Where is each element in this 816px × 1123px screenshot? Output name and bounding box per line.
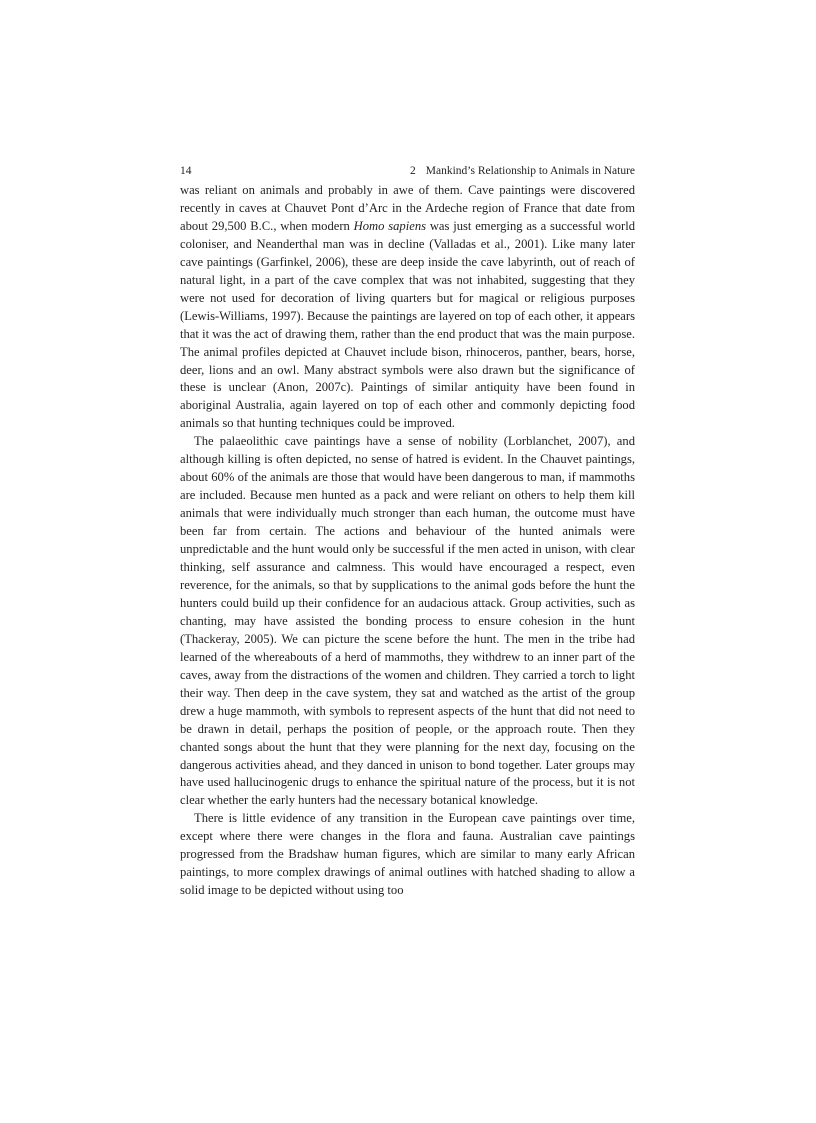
chapter-heading <box>410 164 635 178</box>
chapter-number: 2 <box>410 165 416 177</box>
chapter-title: Mankind’s Relationship to Animals in Nature <box>425 165 635 177</box>
page-number: 14 <box>180 165 192 177</box>
running-head <box>180 162 635 182</box>
paragraph-3: There is little evidence of any transition in the European cave paintings over time, except where there were changes in the flora and fauna. Australian cave paintings progressed from the Bradshaw human figures, which are similar to many early African paintings, to more complex drawings of animal outlines with hatched shading to allow a solid image to be depicted without using too <box>180 811 635 898</box>
book-page <box>180 162 635 900</box>
paragraph-1-text-start: was reliant on animals and probably in awe of them. Cave paintings were discovered recently in caves at Chauvet Pont d’Arc in the Ardeche region of France that date from about 29,500 B.C., when modern <box>180 183 635 233</box>
paragraph-1 <box>180 182 635 433</box>
paragraph-2: The palaeolithic cave paintings have a sense of nobility (Lorblanchet, 2007), and although killing is often depicted, no sense of hatred is evident. In the Chauvet paintings, about 60% of the animals are those that would have been dangerous to man, if mammoths are included. Because men hunted as a pack and were reliant on others to help them kill animals that were individually much stronger than each human, the outcome must have been far from certain. The actions and behaviour of the hunted animals were unpredictable and the hunt would only be successful if the men acted in unison, with clear thinking, self assurance and calmness. This would have encouraged a respect, even reverence, for the animals, so that by supplications to the animal gods before the hunt the hunters could build up their confidence for an audacious attack. Group activities, such as chanting, may have assisted the bonding process to ensure cohesion in the hunt (Thackeray, 2005). We can picture the scene before the hunt. The men in the tribe had learned of the whereabouts of a herd of mammoths, they withdrew to an inner part of the caves, away from the distractions of the women and children. They carried a torch to light their way. Then deep in the cave system, they sat and watched as the artist of the group drew a huge mammoth, with symbols to represent aspects of the hunt that did not need to be drawn in detail, perhaps the position of people, or the approach route. Then they chanted songs about the hunt that they were planning for the next day, focusing on the dangerous activities ahead, and they danced in unison to bond together. Later groups may have used hallucinogenic drugs to enhance the spiritual nature of the process, but it is not clear whether the early hunters had the necessary botanical knowledge. <box>180 434 635 808</box>
species-name: Homo sapiens <box>353 218 427 233</box>
paragraph-1-text-end: was just emerging as a successful world coloniser, and Neanderthal man was in decline (Valladas et al., 2001). Like many later cave paintings (Garfinkel, 2006), these are deep inside the cave labyrinth, out of reach of natural light, in a part of the cave complex that was not inhabited, suggesting that they were not used for decoration of living quarters but for magical or religious purposes (Lewis-Williams, 1997). Because the paintings are layered on top of each other, it appears that it was the act of drawing them, rather than the end product that was the main purpose. The animal profiles depicted at Chauvet include bison, rhinoceros, panther, bears, horse, deer, lions and an owl. Many abstract symbols were also drawn but the significance of these is unclear (Anon, 2007c). Paintings of similar antiquity have been found in aboriginal Australia, again layered on top of each other and commonly depicting food animals so that hunting techniques could be improved. <box>180 218 635 431</box>
body-text <box>180 182 635 900</box>
